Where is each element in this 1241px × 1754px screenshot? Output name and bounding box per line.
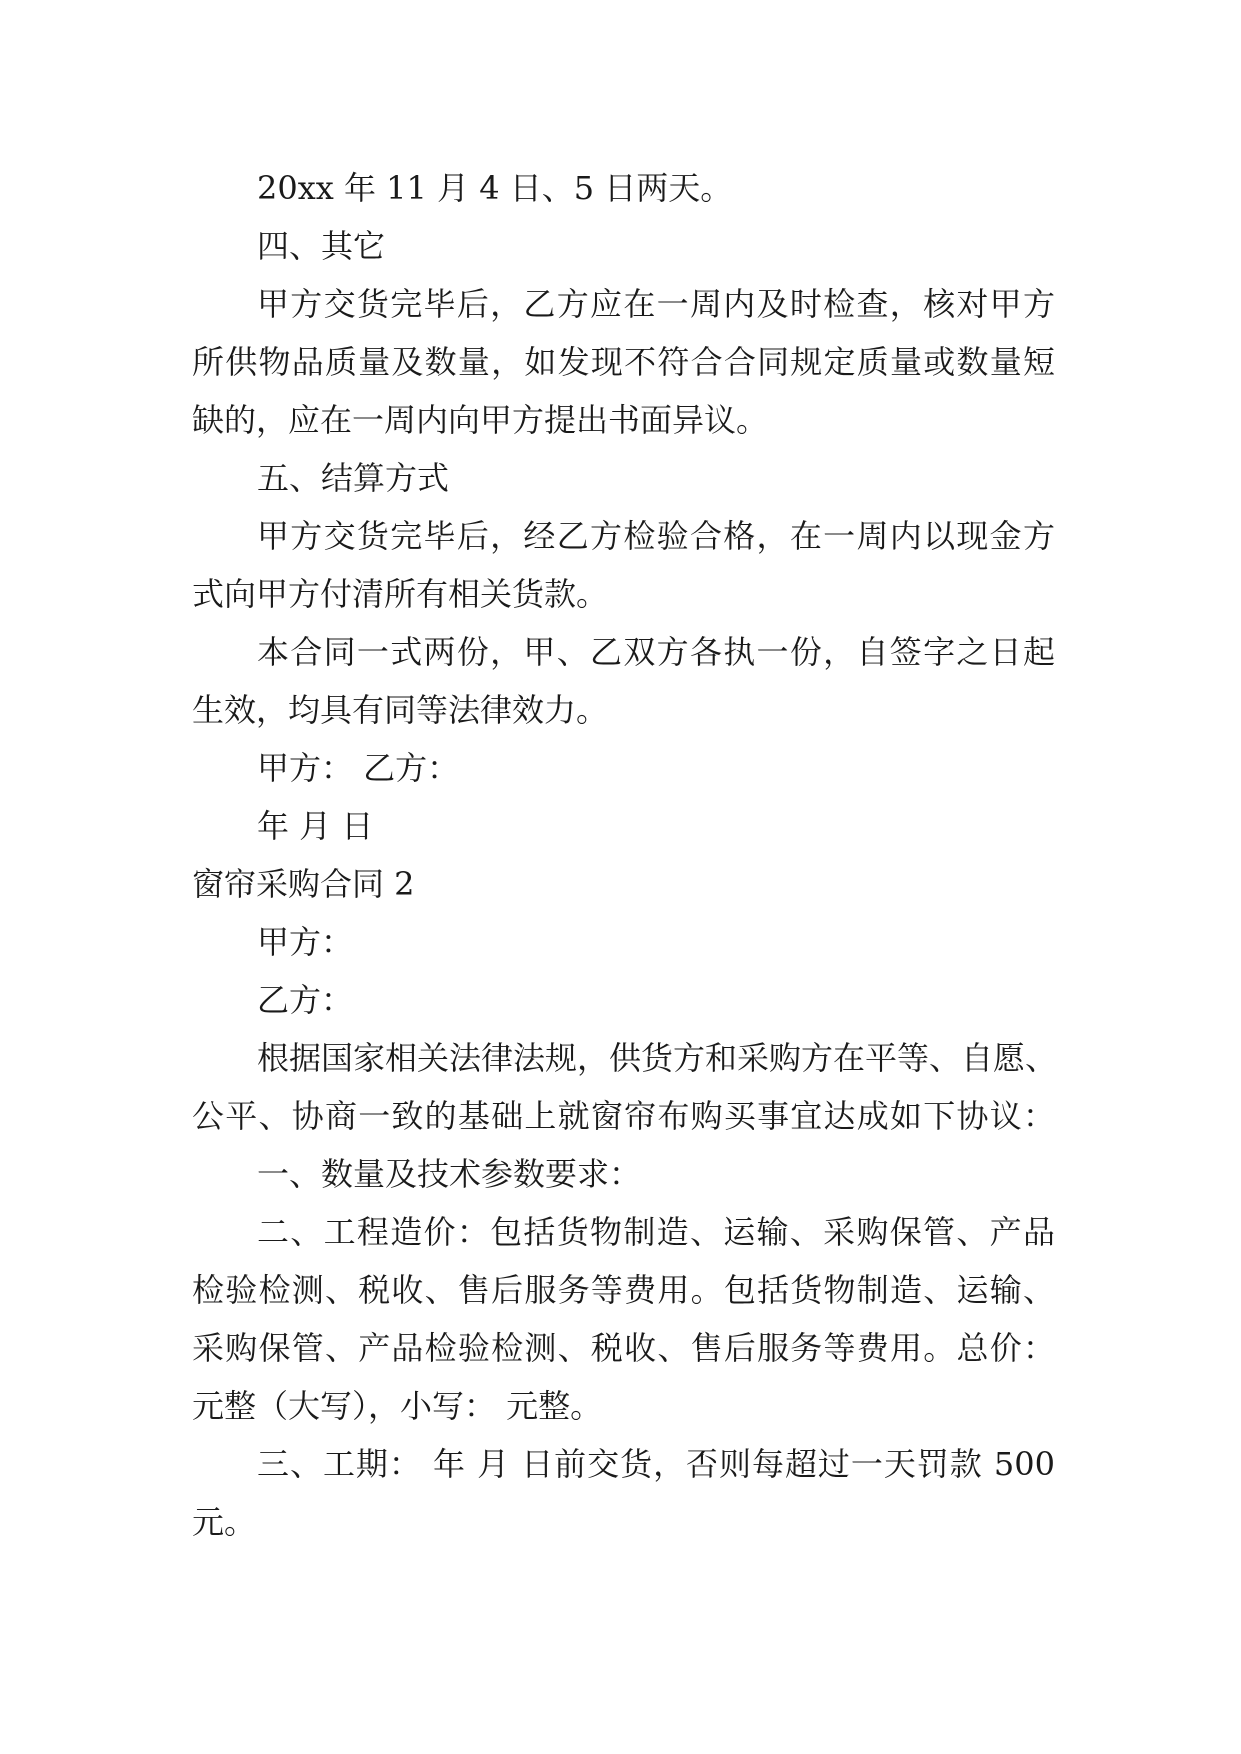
heading-section-1: 一、数量及技术参数要求： xyxy=(257,1155,642,1193)
contract-title: 窗帘采购合同 2 xyxy=(192,865,415,903)
paragraph-line: 所供物品质量及数量，如发现不符合合同规定质量或数量短 xyxy=(192,343,1055,381)
paragraph-line: 采购保管、产品检验检测、税收、售后服务等费用。总价： xyxy=(192,1329,1055,1367)
signature-date-line: 年 月 日 xyxy=(257,807,374,845)
paragraph-line: 根据国家相关法律法规，供货方和采购方在平等、自愿、 xyxy=(257,1039,1058,1077)
paragraph-line: 甲方交货完毕后，经乙方检验合格，在一周内以现金方 xyxy=(257,517,1055,555)
paragraph-line: 检验检测、税收、售后服务等费用。包括货物制造、运输、 xyxy=(192,1271,1055,1309)
text-line-date: 20xx 年 11 月 4 日、5 日两天。 xyxy=(257,169,733,207)
signature-parties-line: 甲方： 乙方： xyxy=(257,749,460,787)
paragraph-line: 公平、协商一致的基础上就窗帘布购买事宜达成如下协议： xyxy=(192,1097,1055,1135)
paragraph-line: 甲方交货完毕后，乙方应在一周内及时检查，核对甲方 xyxy=(257,285,1055,323)
paragraph-line: 元。 xyxy=(192,1503,257,1541)
paragraph-line: 元整（大写），小写： 元整。 xyxy=(192,1387,603,1425)
party-b-line: 乙方： xyxy=(257,981,354,1019)
paragraph-line: 缺的，应在一周内向甲方提出书面异议。 xyxy=(192,401,769,439)
party-a-line: 甲方： xyxy=(257,923,354,961)
paragraph-line: 二、工程造价：包括货物制造、运输、采购保管、产品 xyxy=(257,1213,1055,1251)
paragraph-line: 生效，均具有同等法律效力。 xyxy=(192,691,609,729)
paragraph-line: 本合同一式两份，甲、乙双方各执一份，自签字之日起 xyxy=(257,633,1055,671)
heading-section-5: 五、结算方式 xyxy=(257,459,450,497)
paragraph-line: 式向甲方付清所有相关货款。 xyxy=(192,575,609,613)
paragraph-line: 三、工期： 年 月 日前交货，否则每超过一天罚款 500 xyxy=(257,1445,1055,1483)
heading-section-4: 四、其它 xyxy=(257,227,386,265)
